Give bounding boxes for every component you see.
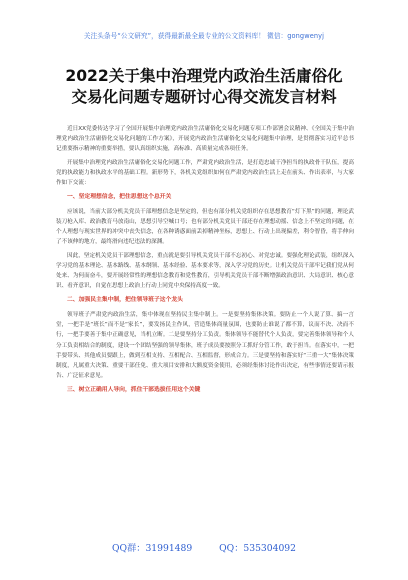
section1-paragraph-1: 应该说，当前大部分机关党员干部理想信念是坚定的，但也有部分机关党组织存在思想教育“灯下黑”的问题，理论武装刀枪入库、政治教育马放南山，思想引导空喊口号；也有部分机关党员干部还存在理想动摇、信念上不坚定的问题，在个人理想与现实世界的冲突中丧失信念，在各种诱惑面前丢掉精神坐标，思想上、行动上出现偏差，利令智昏，将手伸向了不该伸的地方，最终滑向违纪违法的深渊。 [56, 209, 354, 246]
section1-paragraph-2: 因此，坚定机关党员干部理想信念，重点就是要引导机关党员干部不忘初心、对党忠诚。要强化理论武装，组织深入学习党的基本理论、基本路线、基本纲领、基本经验、基本要求等，深入学习党的历史。让机关党员干部牢记我们党从何处来、为何而奋斗，要开展经常性的理想信念教育和党性教育，引导机关党员干部不断增强政治意识、大局意识、核心意识、看齐意识，自觉在思想上政治上行动上同党中央保持高度一致。 [56, 252, 354, 290]
qq-group: QQ群：31991489 [112, 543, 193, 554]
intro-paragraph-1: 近日XX党委传达学习了全国开展集中治理党内政治生活庸俗化交易化问题专项工作部署会议精神、《全国关于集中治理党内政治生活庸俗化交易化问题的工作方案》，开展党内政治生活庸俗化交易化问题集中治理，是贯彻落实习近平总书记重要指示精神的重要举措，要认真组织实施，高标准、高质量完成各项任务。 [56, 126, 354, 153]
title-line-1: 2022关于集中治理党内政治生活庸俗化 [65, 67, 343, 85]
section-heading-1: 一、坚定理想信念，把住思想这个总开关 [67, 193, 172, 200]
promo-banner: 关注头条号“公文研究”，获得最新最全最专业的公文资料库！ 微信：gongwenyj [83, 32, 325, 40]
contact-footer [0, 540, 408, 554]
title-line-2: 交易化问题专题研讨心得交流发言材料 [71, 88, 337, 106]
section-heading-2: 二、加强民主集中制，把住领导班子这个龙头 [67, 297, 183, 304]
section2-paragraph-1: 领导班子严肃党内政治生活，集中体现在坚持民主集中制上。一是要坚持集体决策。要防止一个人说了算、搞一言堂，一把手是“班长”而不是“家长”，要发扬民主作风，营造集体商量氛围，也要防止谁说了都不算，议而不决、决而不行，一把手要善于集中正确意见，当机立断。二是要坚持分工负责。集体领导不能替代个人负责，要完善集体领导和个人分工负责相结合的制度，建设一个团结坚强的领导集体，班子成员要按照分工抓好分管工作，敢于担当。在落实中，一把手要带头、其他成员要跟上，做到互相支持、互相配合、互相监督，形成合力。三是要坚持和落实好“三重一大”集体决策制度，凡属重大决策、重要干部任免、重大项目安排和大额度资金使用，必须经集体讨论作出决定，有些事情还要请示报告、广泛征求意见。 [56, 312, 354, 379]
document-body [56, 124, 354, 400]
qq-number: QQ：535304092 [219, 543, 296, 554]
section-heading-3: 三、树立正确用人导向，抓住干部选拔任用这个关键 [67, 386, 201, 393]
document-title [20, 66, 388, 108]
intro-paragraph-2: 开展集中治理党内政治生活庸俗化交易化问题工作，严肃党内政治生活，是打造忠诚干净担当的执政骨干队伍，提高党的执政能力和执政水平的基础工程。新形势下，各机关党组织如何在严肃党内政治生活上走在前头、作出表率，与大家作如下交流： [56, 159, 354, 186]
